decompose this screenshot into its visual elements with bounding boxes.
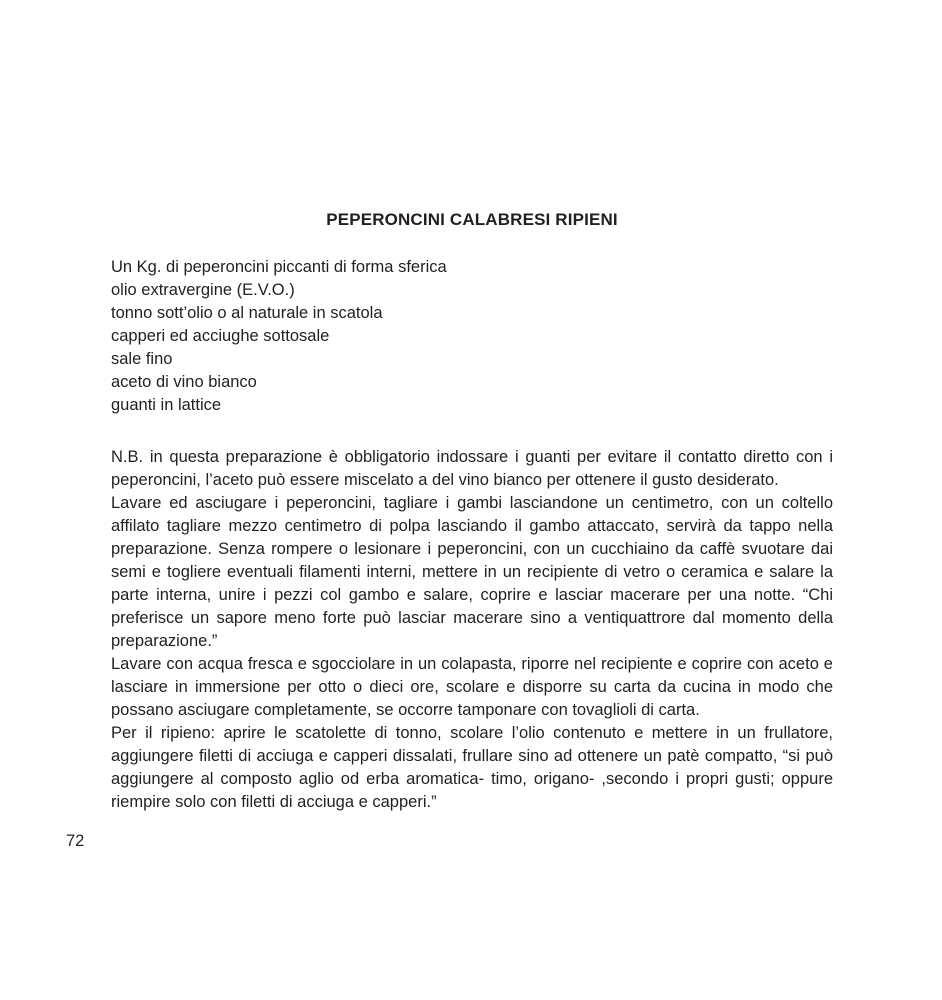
page-title: PEPERONCINI CALABRESI RIPIENI: [326, 210, 618, 229]
paragraph-note: N.B. in questa preparazione è obbligatorio indossare i guanti per evitare il contatto diretto con i peperoncini, l’aceto può essere miscelato a del vino bianco per ottenere il gusto desiderato.: [111, 448, 833, 489]
list-item: sale fino: [111, 350, 173, 368]
ingredients-list: [111, 256, 833, 417]
preparation-text: [111, 446, 833, 814]
page-number: 72: [66, 832, 85, 850]
list-item: capperi ed acciughe sottosale: [111, 327, 330, 345]
paragraph-step-1: Lavare ed asciugare i peperoncini, tagliare i gambi lasciandone un centimetro, con un coltello affilato tagliare mezzo centimetro di polpa lasciando il gambo attaccato, servirà da tappo nella preparazione. Senza rompere o lesionare i peperoncini, con un cucchiaino da caffè svuotare dai semi e togliere eventuali filamenti interni, mettere in un recipiente di vetro o ceramica e salare la parte interna, unire i pezzi col gambo e salare, coprire e lasciar macerare per una notte. “Chi preferisce un sapore meno forte può lasciar macerare sino a ventiquattrore dal momento della preparazione.”: [111, 494, 833, 650]
list-item: tonno sott’olio o al naturale in scatola: [111, 304, 383, 322]
list-item: aceto di vino bianco: [111, 373, 257, 391]
list-item: Un Kg. di peperoncini piccanti di forma sferica: [111, 258, 447, 276]
paragraph-step-3: Per il ripieno: aprire le scatolette di tonno, scolare l’olio contenuto e mettere in un frullatore, aggiungere filetti di acciuga e capperi dissalati, frullare sino ad ottenere un patè compatto, “si può aggiungere al composto aglio od erba aromatica- timo, origano- ,secondo i propri gusti; oppure riempire solo con filetti di acciuga e capperi.”: [111, 724, 833, 811]
list-item: guanti in lattice: [111, 396, 222, 414]
paragraph-step-2: Lavare con acqua fresca e sgocciolare in un colapasta, riporre nel recipiente e coprire con aceto e lasciare in immersione per otto o dieci ore, scolare e disporre su carta da cucina in modo che possano asciugare completamente, se occorre tamponare con tovaglioli di carta.: [111, 655, 833, 719]
list-item: olio extravergine (E.V.O.): [111, 281, 295, 299]
